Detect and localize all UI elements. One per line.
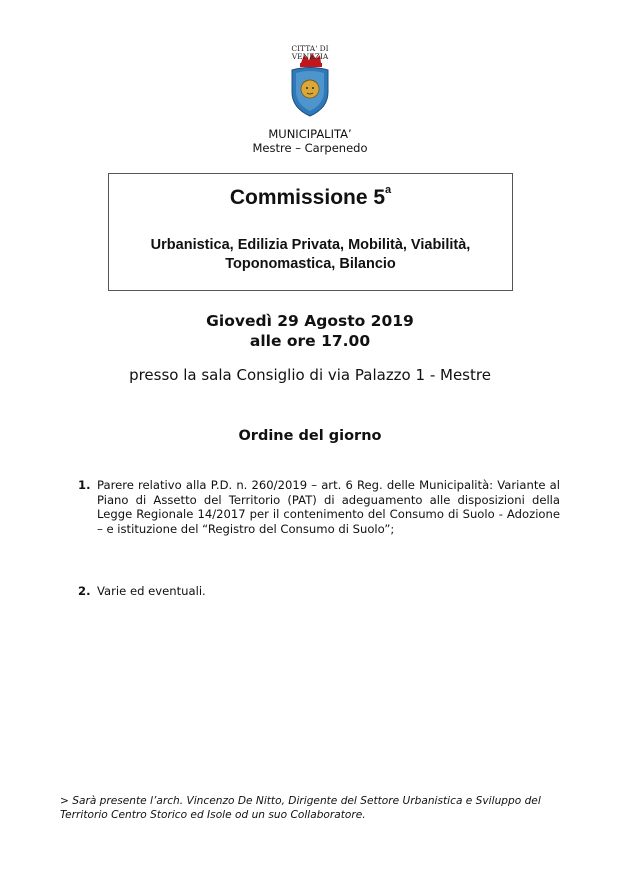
municipality-heading	[0, 127, 620, 155]
agenda-item-text: Varie ed eventuali.	[97, 584, 206, 598]
agenda-item	[78, 478, 560, 536]
logo-text	[283, 45, 337, 61]
logo-text-line2: VENEZIA	[291, 52, 329, 61]
meeting-datetime	[0, 311, 620, 351]
agenda-item-number: 2.	[78, 584, 91, 598]
commission-subtitle-line2: Toponomastica, Bilancio	[225, 256, 396, 272]
commission-title	[109, 186, 512, 210]
municipality-district: Mestre – Carpenedo	[252, 141, 368, 155]
agenda-item	[78, 584, 560, 599]
commission-box	[108, 173, 513, 291]
commission-title-text: Commissione 5	[229, 186, 386, 209]
commission-title-superscript: a	[385, 184, 392, 196]
commission-subtitle-line1: Urbanistica, Edilizia Privata, Mobilità, Viabilità,	[150, 237, 471, 253]
footnote: > Sarà presente l’arch. Vincenzo De Nitto, Dirigente del Settore Urbanistica e Sviluppo del Territorio Centro Storico ed Isole od un suo Collaboratore.	[60, 795, 541, 821]
meeting-venue: presso la sala Consiglio di via Palazzo 1 - Mestre	[129, 366, 491, 384]
agenda-item-number: 1.	[78, 478, 91, 492]
agenda-item-text: Parere relativo alla P.D. n. 260/2019 – art. 6 Reg. delle Municipalità: Variante al Piano di Assetto del Territorio (PAT) di adeguamento alle disposizioni della Legge Regionale 14/2017 per il contenimento del Consumo di Suolo - Adozione – e istituzione del “Registro del Consumo di Suolo”;	[97, 478, 560, 536]
municipality-name: MUNICIPALITA’	[268, 127, 352, 141]
meeting-date: Giovedì 29 Agosto 2019	[206, 312, 414, 330]
meeting-time: alle ore 17.00	[249, 332, 371, 350]
commission-subtitle	[109, 236, 512, 274]
agenda-title: Ordine del giorno	[238, 428, 382, 444]
logo-text-line1: CITTA' DI	[291, 44, 329, 53]
